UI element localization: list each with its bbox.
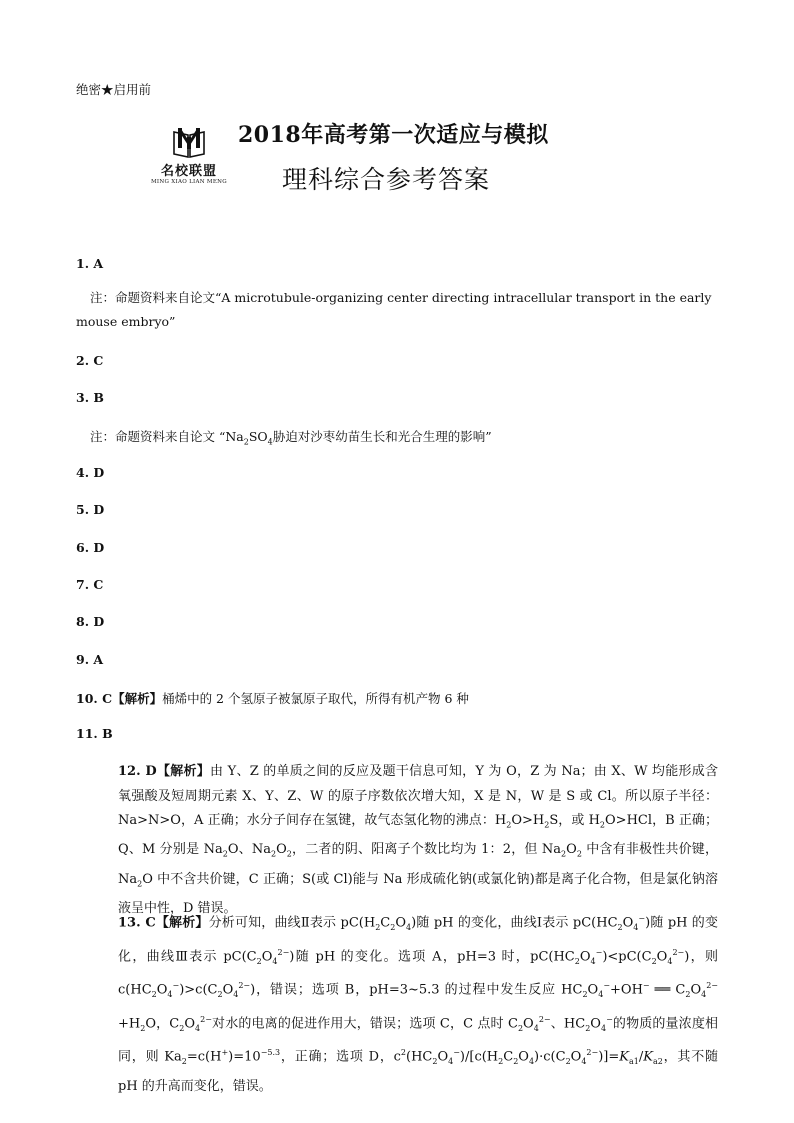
answer-13-explanation: 13. C【解析】分析可知，曲线Ⅱ表示 $pC(H_2C_2O_4)$随 pH 的变化，曲线Ⅰ表示 $pC(HC_2O_4^-)$随 pH 的变化，曲线Ⅲ表示 $pC(C_2O_4^{2-})$随 pH 的变化。选项 A，pH=3 时，$pC(HC_2O_4^-)<pC(C_2O_4^{2-})$，则 $c(HC_2O_4^-)>c(C_2O_4^{2-})$，错误；选项 B，pH=3~5.3 的过程中发生反应 $HC_2O_4^-+OH^-$ ══ $C_2O_4^{2-}+H_2O$，$C_2O_4^{2-}$对水的电离的促进作用大，错误；选项 C，C 点时 $C_2O_4^{2-}$、$HC_2O_4^-$的物质的量浓度相同，则 $Ka_2=c(H^+)=10^{-5.3}$，正确；选项 D，$c^2(HC_2O_4^-)/[c(H_2C_2O_4)\cdot c(C_2O_4^{2-})]=K_{a1}/K_{a2}$，其不随 pH 的升高而变化，错误。 — [118, 914, 718, 1094]
answer-5: 5. D — [76, 502, 105, 517]
answer-1-note: 注：命题资料来自论文“A microtubule-organizing center directing intracellular transport in the early mouse embryo” — [76, 290, 712, 329]
answer-7: 7. C — [76, 577, 104, 592]
answer-8: 8. D — [76, 614, 105, 629]
answer-3: 3. B — [76, 390, 104, 405]
book-logo-icon — [172, 126, 206, 158]
confidential-label: 绝密★启用前 — [76, 82, 152, 97]
answer-10: 10. C【解析】桶烯中的 2 个氢原子被氯原子取代，所得有机产物 6 种 — [76, 691, 469, 706]
school-alliance-logo — [146, 126, 232, 190]
answer-4: 4. D — [76, 465, 105, 480]
logo-english-name: MING XIAO LIAN MENG — [151, 179, 227, 185]
exam-title: 2018年高考第一次适应与模拟 — [238, 122, 549, 148]
answer-3-note: 注：命题资料来自论文 “$Na_2SO_4$胁迫对沙枣幼苗生长和光合生理的影响” — [90, 429, 492, 447]
logo-chinese-name: 名校联盟 — [160, 164, 217, 179]
answer-11: 11. B — [76, 726, 113, 741]
answer-2: 2. C — [76, 353, 104, 368]
answer-9: 9. A — [76, 652, 104, 667]
answer-12-explanation: 12. D【解析】由 Y、Z 的单质之间的反应及题干信息可知，Y 为 O，Z 为 Na；由 X、W 均能形成含氧强酸及短周期元素 X、Y、Z、W 的原子序数依次增大知，X 是 N，W 是 S 或 Cl。所以原子半径：Na>N>O，A 正确；水分子间存在氢键，故气态氢化物的沸点：$H_2O>H_2S$，或 $H_2O>HCl$，B 正确；Q、M 分别是 $Na_2O$、$Na_2O_2$，二者的阴、阳离子个数比均为 1：2，但 $Na_2O_2$ 中含有非极性共价键，$Na_2O$ 中不含共价键，C 正确；S(或 Cl)能与 Na 形成硫化钠(或氯化钠)都是离子化合物，但是氯化钠溶液呈中性，D 错误。 — [118, 764, 718, 916]
answer-key-title: 理科综合参考答案 — [282, 165, 491, 194]
answer-1: 1. A — [76, 256, 104, 271]
answer-6: 6. D — [76, 540, 105, 555]
